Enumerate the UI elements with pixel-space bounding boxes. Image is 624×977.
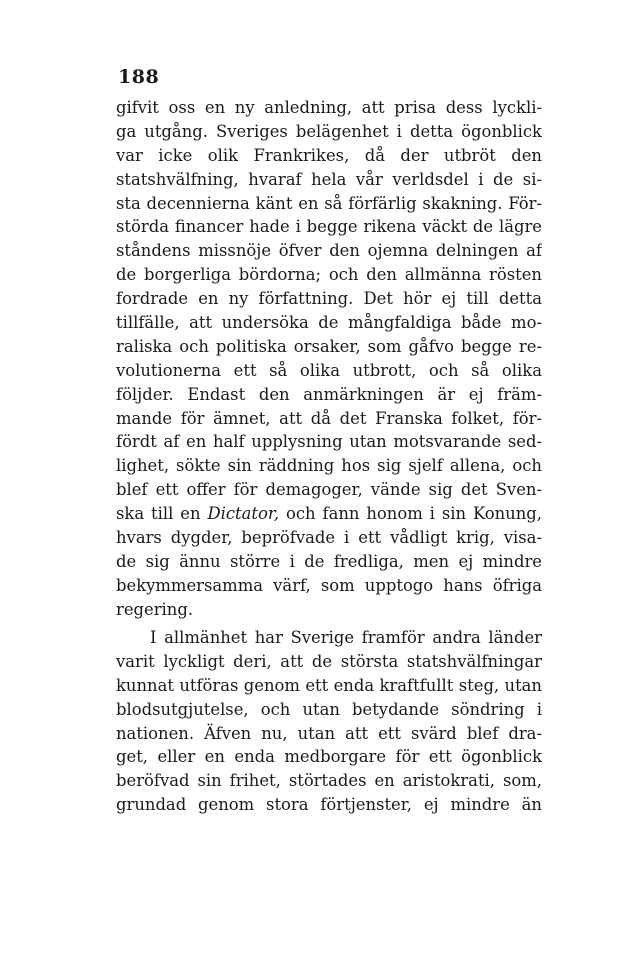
text-line: de borgerliga bördorna; och den allmänna rösten (116, 265, 542, 285)
text-line: nationen. Äfven nu, utan att ett svärd blef dra- (116, 723, 542, 743)
text-line: gifvit oss en ny anledning, att prisa dess lyckli- (116, 98, 542, 117)
text-line: hvars dygder, bepröfvade i ett vådligt krig, visa- (116, 528, 542, 548)
text-line-with-italic (116, 502, 542, 526)
text-line: I allmänhet har Sverige framför andra länder (150, 628, 542, 647)
text-line: varit lyckligt deri, att de största statshvälfningar (116, 651, 542, 671)
text-line: ståndens missnöje öfver den ojemna delningen af (116, 241, 542, 261)
page-number: 188 (118, 66, 160, 88)
text-fragment: ska till en (116, 504, 201, 524)
text-line: blef ett offer för demagoger, vände sig det Sven- (116, 480, 542, 500)
text-line: följder. Endast den anmärkningen är ej främ- (116, 384, 542, 404)
text-line: fördt af en half upplysning utan motsvarande sed- (116, 432, 542, 452)
text-line: beröfvad sin frihet, störtades en aristokrati, som, (116, 771, 542, 791)
text-line: lighet, sökte sin räddning hos sig sjelf allena, och (116, 456, 542, 476)
text-line: statshvälfning, hvaraf hela vår verldsdel i de si- (116, 169, 542, 189)
paragraph-2 (116, 626, 542, 817)
text-line: fordrade en ny författning. Det hör ej till detta (116, 289, 542, 309)
text-line: blodsutgjutelse, och utan betydande söndring i (116, 699, 542, 719)
text-line: bekymmersamma värf, som upptogo hans öfriga (116, 575, 542, 595)
text-line: volutionerna ett så olika utbrott, och så olika (116, 360, 542, 380)
text-line: mande för ämnet, att då det Franska folket, för- (116, 408, 542, 428)
text-line: kunnat utföras genom ett enda kraftfullt steg, utan (116, 675, 542, 695)
text-line: raliska och politiska orsaker, som gåfvo begge re- (116, 336, 542, 356)
text-line: get, eller en enda medborgare för ett ögonblick (116, 747, 542, 767)
text-line: tillfälle, att undersöka de mångfaldiga både mo- (116, 313, 542, 333)
text-line: var icke olik Frankrikes, då der utbröt den (116, 145, 542, 165)
italic-word: Dictator, (207, 504, 280, 524)
text-line: ga utgång. Sveriges belägenhet i detta ögonblick (116, 121, 542, 141)
text-line: regering. (116, 599, 194, 619)
text-line: sta decennierna känt en så förfärlig skakning. För- (116, 193, 542, 213)
paragraph-1 (116, 96, 542, 622)
text-line: störda financer hade i begge rikena väckt de lägre (116, 217, 542, 237)
text-line: de sig ännu större i de fredliga, men ej mindre (116, 551, 542, 571)
text-line: grundad genom stora förtjenster, ej mindre än (116, 795, 542, 815)
text-fragment: och fann honom i sin Konung, (285, 504, 542, 524)
